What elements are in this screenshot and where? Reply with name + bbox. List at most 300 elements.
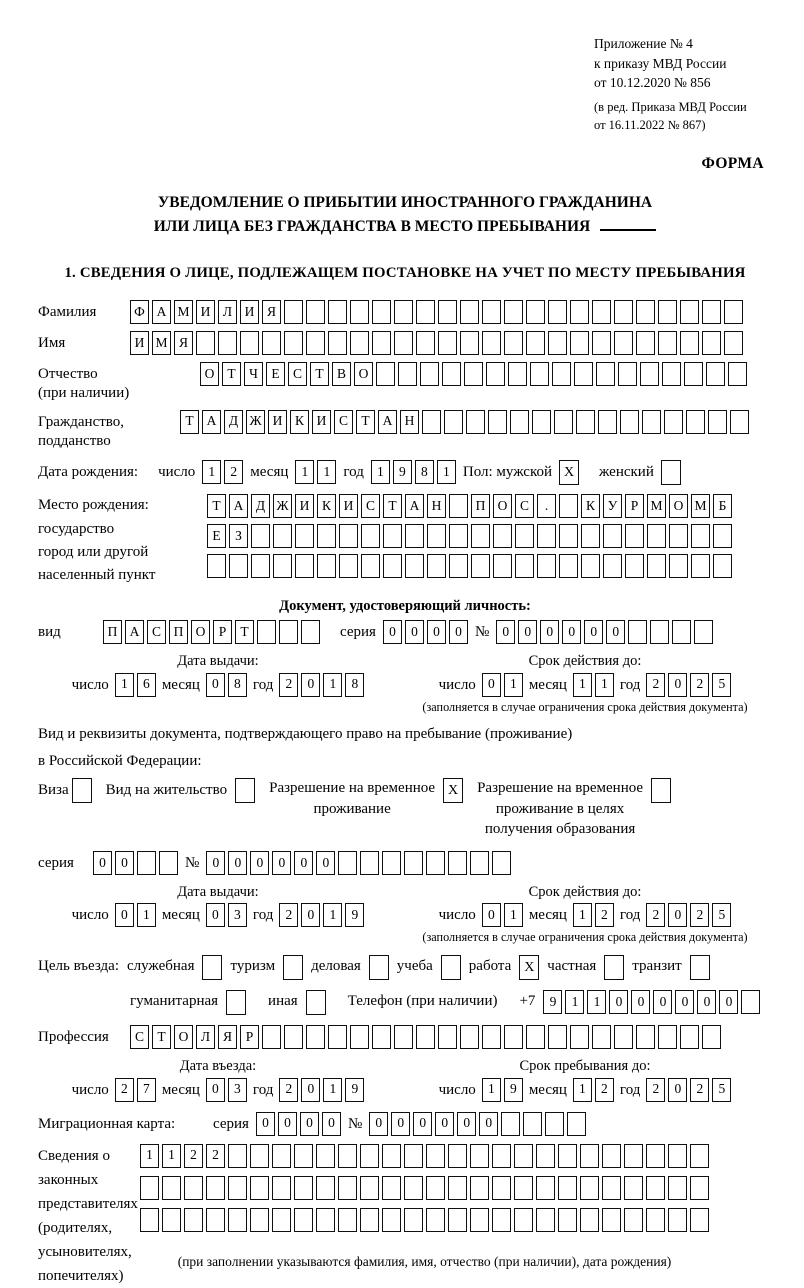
char-cell[interactable]: [492, 851, 511, 875]
char-cell[interactable]: [523, 1112, 542, 1136]
char-cell[interactable]: М: [691, 494, 710, 518]
char-cell[interactable]: [372, 1025, 391, 1049]
char-cell[interactable]: [272, 1176, 291, 1200]
char-cell[interactable]: 2: [690, 1078, 709, 1102]
char-cell[interactable]: 1: [323, 673, 342, 697]
char-cell[interactable]: [514, 1144, 533, 1168]
char-cell[interactable]: [206, 1176, 225, 1200]
char-cell[interactable]: [383, 524, 402, 548]
char-cell[interactable]: [508, 362, 527, 386]
char-cell[interactable]: 0: [322, 1112, 341, 1136]
purpose-work-checkbox[interactable]: X: [519, 955, 539, 980]
char-cell[interactable]: [554, 410, 573, 434]
char-cell[interactable]: [592, 331, 611, 355]
char-cell[interactable]: 0: [457, 1112, 476, 1136]
purpose-tourism-checkbox[interactable]: [283, 955, 303, 980]
char-cell[interactable]: 3: [228, 903, 247, 927]
char-cell[interactable]: [306, 1025, 325, 1049]
char-cell[interactable]: 0: [668, 673, 687, 697]
char-cell[interactable]: [294, 1176, 313, 1200]
char-cell[interactable]: [713, 524, 732, 548]
char-cell[interactable]: 2: [595, 903, 614, 927]
char-cell[interactable]: 0: [584, 620, 603, 644]
char-cell[interactable]: [464, 362, 483, 386]
char-cell[interactable]: С: [130, 1025, 149, 1049]
purpose-humanitarian-checkbox[interactable]: [226, 990, 246, 1015]
visa-checkbox[interactable]: [72, 778, 92, 803]
char-cell[interactable]: 8: [345, 673, 364, 697]
char-cell[interactable]: [273, 554, 292, 578]
char-cell[interactable]: [672, 620, 691, 644]
char-cell[interactable]: [580, 1176, 599, 1200]
char-cell[interactable]: [558, 1144, 577, 1168]
char-cell[interactable]: [361, 554, 380, 578]
char-cell[interactable]: 1: [295, 460, 314, 484]
char-cell[interactable]: [228, 1208, 247, 1232]
char-cell[interactable]: [405, 524, 424, 548]
char-cell[interactable]: [140, 1208, 159, 1232]
char-cell[interactable]: И: [339, 494, 358, 518]
char-cell[interactable]: [162, 1176, 181, 1200]
char-cell[interactable]: [470, 851, 489, 875]
char-cell[interactable]: [501, 1112, 520, 1136]
char-cell[interactable]: [360, 851, 379, 875]
char-cell[interactable]: [159, 851, 178, 875]
char-cell[interactable]: 0: [206, 903, 225, 927]
char-cell[interactable]: 1: [573, 903, 592, 927]
char-cell[interactable]: [317, 524, 336, 548]
char-cell[interactable]: С: [334, 410, 353, 434]
char-cell[interactable]: [668, 1144, 687, 1168]
char-cell[interactable]: [493, 554, 512, 578]
char-cell[interactable]: 0: [206, 1078, 225, 1102]
char-cell[interactable]: .: [537, 494, 556, 518]
char-cell[interactable]: [482, 300, 501, 324]
char-cell[interactable]: [427, 524, 446, 548]
char-cell[interactable]: О: [200, 362, 219, 386]
char-cell[interactable]: П: [169, 620, 188, 644]
char-cell[interactable]: [317, 554, 336, 578]
char-cell[interactable]: [350, 300, 369, 324]
char-cell[interactable]: И: [240, 300, 259, 324]
char-cell[interactable]: 2: [279, 673, 298, 697]
char-cell[interactable]: А: [125, 620, 144, 644]
char-cell[interactable]: И: [295, 494, 314, 518]
char-cell[interactable]: 2: [690, 673, 709, 697]
char-cell[interactable]: И: [268, 410, 287, 434]
char-cell[interactable]: [536, 1144, 555, 1168]
char-cell[interactable]: А: [229, 494, 248, 518]
char-cell[interactable]: [598, 410, 617, 434]
char-cell[interactable]: 0: [301, 673, 320, 697]
char-cell[interactable]: 2: [646, 673, 665, 697]
char-cell[interactable]: 0: [301, 1078, 320, 1102]
char-cell[interactable]: [328, 300, 347, 324]
char-cell[interactable]: [416, 1025, 435, 1049]
char-cell[interactable]: [690, 1176, 709, 1200]
char-cell[interactable]: М: [647, 494, 666, 518]
char-cell[interactable]: 0: [206, 673, 225, 697]
char-cell[interactable]: [636, 331, 655, 355]
char-cell[interactable]: [537, 524, 556, 548]
char-cell[interactable]: [691, 524, 710, 548]
char-cell[interactable]: [206, 1208, 225, 1232]
char-cell[interactable]: Ж: [273, 494, 292, 518]
char-cell[interactable]: Т: [235, 620, 254, 644]
char-cell[interactable]: 2: [646, 903, 665, 927]
char-cell[interactable]: 2: [224, 460, 243, 484]
char-cell[interactable]: 0: [300, 1112, 319, 1136]
char-cell[interactable]: [448, 1144, 467, 1168]
char-cell[interactable]: 2: [595, 1078, 614, 1102]
char-cell[interactable]: 0: [413, 1112, 432, 1136]
char-cell[interactable]: [514, 1176, 533, 1200]
char-cell[interactable]: 2: [206, 1144, 225, 1168]
char-cell[interactable]: [360, 1144, 379, 1168]
char-cell[interactable]: К: [290, 410, 309, 434]
char-cell[interactable]: [470, 1176, 489, 1200]
char-cell[interactable]: 8: [228, 673, 247, 697]
char-cell[interactable]: Ж: [246, 410, 265, 434]
char-cell[interactable]: [592, 300, 611, 324]
char-cell[interactable]: [668, 1176, 687, 1200]
char-cell[interactable]: [426, 1144, 445, 1168]
char-cell[interactable]: 0: [115, 903, 134, 927]
char-cell[interactable]: [680, 331, 699, 355]
char-cell[interactable]: [295, 554, 314, 578]
char-cell[interactable]: [680, 1025, 699, 1049]
char-cell[interactable]: 0: [369, 1112, 388, 1136]
char-cell[interactable]: 5: [712, 673, 731, 697]
char-cell[interactable]: 0: [496, 620, 515, 644]
char-cell[interactable]: [581, 524, 600, 548]
char-cell[interactable]: [328, 1025, 347, 1049]
char-cell[interactable]: [376, 362, 395, 386]
char-cell[interactable]: [438, 300, 457, 324]
char-cell[interactable]: Я: [174, 331, 193, 355]
sex-male-checkbox[interactable]: X: [559, 460, 579, 485]
char-cell[interactable]: [338, 1144, 357, 1168]
char-cell[interactable]: [448, 851, 467, 875]
char-cell[interactable]: [394, 300, 413, 324]
char-cell[interactable]: 1: [162, 1144, 181, 1168]
char-cell[interactable]: 2: [646, 1078, 665, 1102]
char-cell[interactable]: 9: [543, 990, 562, 1014]
char-cell[interactable]: [442, 362, 461, 386]
char-cell[interactable]: [552, 362, 571, 386]
char-cell[interactable]: [515, 524, 534, 548]
char-cell[interactable]: [668, 1208, 687, 1232]
char-cell[interactable]: Т: [356, 410, 375, 434]
char-cell[interactable]: О: [354, 362, 373, 386]
char-cell[interactable]: [691, 554, 710, 578]
char-cell[interactable]: [706, 362, 725, 386]
char-cell[interactable]: 0: [427, 620, 446, 644]
char-cell[interactable]: [279, 620, 298, 644]
char-cell[interactable]: 1: [137, 903, 156, 927]
char-cell[interactable]: [295, 524, 314, 548]
char-cell[interactable]: [624, 1144, 643, 1168]
char-cell[interactable]: [404, 1176, 423, 1200]
char-cell[interactable]: [394, 331, 413, 355]
char-cell[interactable]: 0: [250, 851, 269, 875]
char-cell[interactable]: [724, 331, 743, 355]
char-cell[interactable]: Р: [213, 620, 232, 644]
char-cell[interactable]: 1: [573, 673, 592, 697]
char-cell[interactable]: [730, 410, 749, 434]
char-cell[interactable]: [625, 554, 644, 578]
char-cell[interactable]: [713, 554, 732, 578]
char-cell[interactable]: 1: [437, 460, 456, 484]
char-cell[interactable]: [646, 1144, 665, 1168]
purpose-transit-checkbox[interactable]: [690, 955, 710, 980]
char-cell[interactable]: [328, 331, 347, 355]
char-cell[interactable]: Е: [207, 524, 226, 548]
char-cell[interactable]: [294, 1208, 313, 1232]
char-cell[interactable]: [382, 851, 401, 875]
char-cell[interactable]: [316, 1208, 335, 1232]
char-cell[interactable]: [624, 1208, 643, 1232]
char-cell[interactable]: Л: [196, 1025, 215, 1049]
char-cell[interactable]: [647, 554, 666, 578]
char-cell[interactable]: И: [312, 410, 331, 434]
char-cell[interactable]: [690, 1208, 709, 1232]
char-cell[interactable]: [728, 362, 747, 386]
char-cell[interactable]: Т: [180, 410, 199, 434]
char-cell[interactable]: 1: [482, 1078, 501, 1102]
char-cell[interactable]: Т: [383, 494, 402, 518]
char-cell[interactable]: [360, 1176, 379, 1200]
char-cell[interactable]: [536, 1176, 555, 1200]
char-cell[interactable]: [272, 1208, 291, 1232]
char-cell[interactable]: [642, 410, 661, 434]
char-cell[interactable]: [420, 362, 439, 386]
char-cell[interactable]: [272, 1144, 291, 1168]
char-cell[interactable]: [567, 1112, 586, 1136]
char-cell[interactable]: [262, 1025, 281, 1049]
char-cell[interactable]: [482, 1025, 501, 1049]
char-cell[interactable]: М: [152, 331, 171, 355]
char-cell[interactable]: [532, 410, 551, 434]
char-cell[interactable]: [570, 331, 589, 355]
char-cell[interactable]: [603, 524, 622, 548]
char-cell[interactable]: [422, 410, 441, 434]
char-cell[interactable]: [404, 851, 423, 875]
char-cell[interactable]: [646, 1176, 665, 1200]
char-cell[interactable]: [460, 331, 479, 355]
char-cell[interactable]: Т: [310, 362, 329, 386]
char-cell[interactable]: 2: [279, 903, 298, 927]
char-cell[interactable]: [662, 362, 681, 386]
char-cell[interactable]: [372, 331, 391, 355]
char-cell[interactable]: [510, 410, 529, 434]
char-cell[interactable]: [306, 300, 325, 324]
char-cell[interactable]: [602, 1208, 621, 1232]
char-cell[interactable]: [444, 410, 463, 434]
char-cell[interactable]: [382, 1176, 401, 1200]
char-cell[interactable]: [426, 1208, 445, 1232]
char-cell[interactable]: [570, 300, 589, 324]
char-cell[interactable]: [460, 1025, 479, 1049]
char-cell[interactable]: [574, 362, 593, 386]
char-cell[interactable]: [460, 300, 479, 324]
char-cell[interactable]: [382, 1208, 401, 1232]
char-cell[interactable]: Т: [207, 494, 226, 518]
char-cell[interactable]: [576, 410, 595, 434]
char-cell[interactable]: [514, 1208, 533, 1232]
char-cell[interactable]: [338, 1208, 357, 1232]
char-cell[interactable]: 0: [668, 903, 687, 927]
char-cell[interactable]: [504, 300, 523, 324]
char-cell[interactable]: [294, 1144, 313, 1168]
char-cell[interactable]: [614, 300, 633, 324]
char-cell[interactable]: [338, 1176, 357, 1200]
char-cell[interactable]: [684, 362, 703, 386]
char-cell[interactable]: 0: [631, 990, 650, 1014]
char-cell[interactable]: [382, 1144, 401, 1168]
char-cell[interactable]: 7: [137, 1078, 156, 1102]
char-cell[interactable]: 0: [206, 851, 225, 875]
char-cell[interactable]: Д: [251, 494, 270, 518]
char-cell[interactable]: 0: [719, 990, 738, 1014]
char-cell[interactable]: 0: [115, 851, 134, 875]
char-cell[interactable]: [686, 410, 705, 434]
char-cell[interactable]: 9: [345, 903, 364, 927]
char-cell[interactable]: [470, 1144, 489, 1168]
char-cell[interactable]: И: [130, 331, 149, 355]
char-cell[interactable]: А: [202, 410, 221, 434]
char-cell[interactable]: [306, 331, 325, 355]
char-cell[interactable]: [702, 300, 721, 324]
char-cell[interactable]: 1: [317, 460, 336, 484]
purpose-other-checkbox[interactable]: [306, 990, 326, 1015]
char-cell[interactable]: [614, 331, 633, 355]
char-cell[interactable]: [602, 1176, 621, 1200]
char-cell[interactable]: [398, 362, 417, 386]
char-cell[interactable]: [207, 554, 226, 578]
char-cell[interactable]: [471, 554, 490, 578]
residence-permit-checkbox[interactable]: [235, 778, 255, 803]
char-cell[interactable]: [647, 524, 666, 548]
char-cell[interactable]: 0: [93, 851, 112, 875]
char-cell[interactable]: [504, 331, 523, 355]
char-cell[interactable]: 1: [587, 990, 606, 1014]
purpose-study-checkbox[interactable]: [441, 955, 461, 980]
char-cell[interactable]: [218, 331, 237, 355]
char-cell[interactable]: [262, 331, 281, 355]
char-cell[interactable]: [636, 300, 655, 324]
char-cell[interactable]: [640, 362, 659, 386]
char-cell[interactable]: 0: [482, 673, 501, 697]
char-cell[interactable]: [229, 554, 248, 578]
char-cell[interactable]: 0: [609, 990, 628, 1014]
char-cell[interactable]: [658, 331, 677, 355]
char-cell[interactable]: [405, 554, 424, 578]
char-cell[interactable]: [284, 300, 303, 324]
char-cell[interactable]: [284, 1025, 303, 1049]
char-cell[interactable]: 1: [504, 673, 523, 697]
char-cell[interactable]: 1: [115, 673, 134, 697]
sex-female-checkbox[interactable]: [661, 460, 681, 485]
char-cell[interactable]: [492, 1208, 511, 1232]
char-cell[interactable]: [350, 331, 369, 355]
char-cell[interactable]: [669, 524, 688, 548]
char-cell[interactable]: 0: [540, 620, 559, 644]
char-cell[interactable]: Я: [218, 1025, 237, 1049]
char-cell[interactable]: [284, 331, 303, 355]
char-cell[interactable]: [515, 554, 534, 578]
char-cell[interactable]: [339, 554, 358, 578]
char-cell[interactable]: А: [152, 300, 171, 324]
char-cell[interactable]: 0: [482, 903, 501, 927]
char-cell[interactable]: С: [361, 494, 380, 518]
char-cell[interactable]: [448, 1176, 467, 1200]
char-cell[interactable]: 5: [712, 903, 731, 927]
char-cell[interactable]: [383, 554, 402, 578]
purpose-official-checkbox[interactable]: [202, 955, 222, 980]
char-cell[interactable]: [702, 1025, 721, 1049]
char-cell[interactable]: [140, 1176, 159, 1200]
char-cell[interactable]: М: [174, 300, 193, 324]
char-cell[interactable]: [690, 1144, 709, 1168]
char-cell[interactable]: [316, 1176, 335, 1200]
char-cell[interactable]: [250, 1176, 269, 1200]
char-cell[interactable]: [559, 524, 578, 548]
char-cell[interactable]: [250, 1144, 269, 1168]
char-cell[interactable]: [526, 331, 545, 355]
char-cell[interactable]: [316, 1144, 335, 1168]
char-cell[interactable]: [537, 554, 556, 578]
char-cell[interactable]: 0: [697, 990, 716, 1014]
char-cell[interactable]: [603, 554, 622, 578]
char-cell[interactable]: Т: [152, 1025, 171, 1049]
char-cell[interactable]: Н: [427, 494, 446, 518]
char-cell[interactable]: [493, 524, 512, 548]
char-cell[interactable]: 1: [140, 1144, 159, 1168]
char-cell[interactable]: [620, 410, 639, 434]
char-cell[interactable]: О: [191, 620, 210, 644]
char-cell[interactable]: 0: [606, 620, 625, 644]
temp-residence-checkbox[interactable]: X: [443, 778, 463, 803]
char-cell[interactable]: Ч: [244, 362, 263, 386]
char-cell[interactable]: 0: [383, 620, 402, 644]
char-cell[interactable]: 0: [272, 851, 291, 875]
char-cell[interactable]: [636, 1025, 655, 1049]
char-cell[interactable]: 0: [301, 903, 320, 927]
char-cell[interactable]: [449, 524, 468, 548]
char-cell[interactable]: Б: [713, 494, 732, 518]
char-cell[interactable]: [350, 1025, 369, 1049]
char-cell[interactable]: 3: [228, 1078, 247, 1102]
char-cell[interactable]: [658, 300, 677, 324]
char-cell[interactable]: [628, 620, 647, 644]
char-cell[interactable]: [228, 1176, 247, 1200]
char-cell[interactable]: [184, 1176, 203, 1200]
char-cell[interactable]: 5: [712, 1078, 731, 1102]
char-cell[interactable]: [338, 851, 357, 875]
char-cell[interactable]: З: [229, 524, 248, 548]
char-cell[interactable]: [581, 554, 600, 578]
char-cell[interactable]: [558, 1176, 577, 1200]
char-cell[interactable]: О: [493, 494, 512, 518]
char-cell[interactable]: 1: [595, 673, 614, 697]
char-cell[interactable]: Н: [400, 410, 419, 434]
char-cell[interactable]: [448, 1208, 467, 1232]
char-cell[interactable]: 0: [653, 990, 672, 1014]
char-cell[interactable]: [580, 1144, 599, 1168]
char-cell[interactable]: [536, 1208, 555, 1232]
char-cell[interactable]: 0: [256, 1112, 275, 1136]
